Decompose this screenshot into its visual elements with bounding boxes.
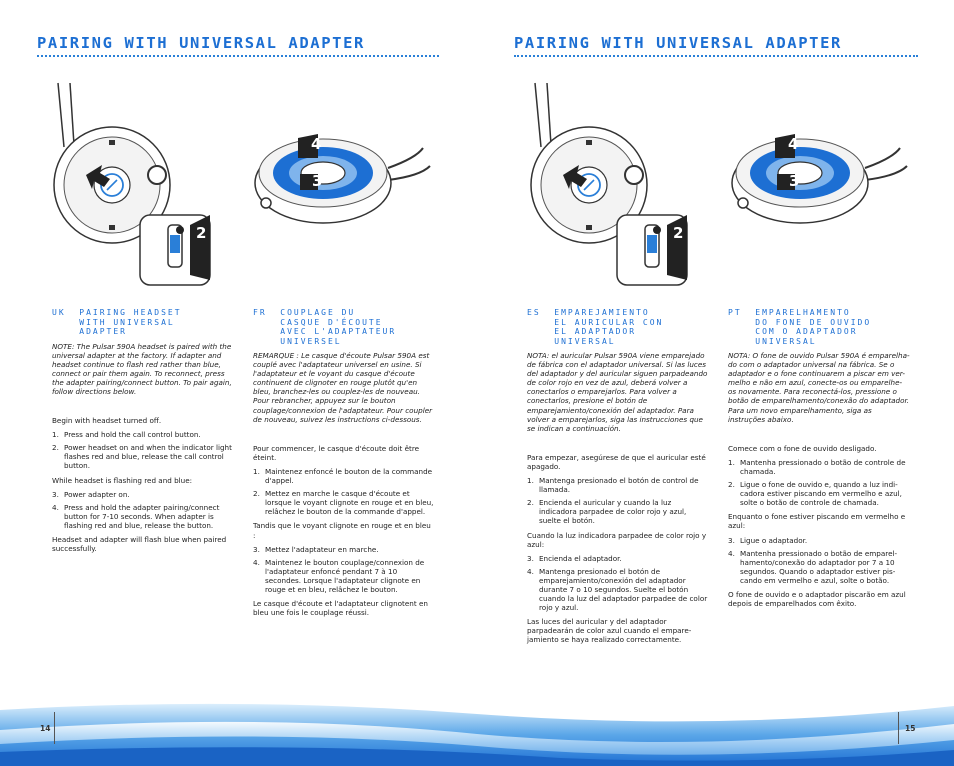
list-item: 1. Mantenha pressionado o botão de controle de chamada. <box>728 457 906 476</box>
section-outro: Las luces del auricular y del adaptador parpadearán de color azul cuando el empare-jamiento se haya realizado correctamente. <box>527 617 692 645</box>
steps-list <box>527 554 709 613</box>
list-item: 4. Mantenga presionado el botón de emparejamiento/conexión del adaptador durante 7 o 10 segundos. Suelte el botón cuando la luz del adaptador parpadee de color rojo y azul. <box>527 566 708 613</box>
list-item: 4. Maintenez le bouton couplage/connexion de l'adaptateur enfoncé pendant 7 à 10 secondes. Lorsque l'adaptateur clignote en rouge et en bleu, relâchez le bouton. <box>253 557 425 594</box>
title-divider <box>514 55 918 57</box>
page-title: PAIRING WITH UNIVERSAL ADAPTER <box>37 34 365 52</box>
adapter-figure <box>725 128 915 228</box>
section-note: REMARQUE : Le casque d'écoute Pulsar 590A est couplé avec l'adaptateur universel en usine. Si l'adaptateur et le voyant du casque d'écoute continuent de clignoter en rouge plutôt qu'en bleu, branchez-les ou couplez-les de nouveau. Pour rebrancher, appuyez sur le bouton couplage/connexion de l'adaptateur. Pour coupler de nouveau, suivez les instructions ci-dessous. <box>253 351 433 424</box>
pt-section <box>728 308 910 613</box>
step-3-label: 3 <box>312 172 323 190</box>
page-number: 14 <box>40 724 51 733</box>
list-item: 3. Mettez l'adaptateur en marche. <box>253 544 379 554</box>
page-number-divider <box>54 712 55 744</box>
steps-list <box>728 458 910 507</box>
section-mid: Enquanto o fone estiver piscando em vermelho e azul: <box>728 512 906 531</box>
section-mid: Tandis que le voyant clignote en rouge et en bleu : <box>253 521 431 540</box>
step-4-label: 4 <box>788 135 799 153</box>
step-4-label: 4 <box>311 135 322 153</box>
section-note: NOTA: O fone de ouvido Pulsar 590A é emparelha-do com o adaptador universal na fábrica. Se o adaptador e o fone continuarem a piscar em ver-melho e não em azul, conecte-os ou emparelhe-os novamente. Para reconectá-los, pressione o botão de emparelhamento/conexão do adaptador. Para um novo emparelhamento, siga as instruções abaixo. <box>728 351 910 424</box>
section-intro: Para empezar, asegúrese de que el auricular esté apagado. <box>527 452 706 471</box>
section-mid: Cuando la luz indicadora parpadee de color rojo y azul: <box>527 530 707 549</box>
step-3-label: 3 <box>789 172 800 190</box>
steps-list <box>728 536 910 585</box>
list-item: 2. Ligue o fone de ouvido e, quando a luz indi-cadora estiver piscando em vermelho e azul, solte o botão de controle de chamada. <box>728 480 902 508</box>
es-section <box>527 308 709 650</box>
headset-figure <box>50 75 222 290</box>
section-title: UK PAIRING HEADSET WITH UNIVERSAL ADAPTER <box>52 308 182 336</box>
list-item: 3. Power adapter on. <box>52 489 130 499</box>
footer-wave <box>0 700 954 766</box>
list-item: 1. Maintenez enfoncé le bouton de la commande d'appel. <box>253 466 433 486</box>
list-item: 3. Ligue o adaptador. <box>728 535 808 545</box>
uk-section <box>52 308 234 558</box>
list-item: 2. Encienda el auricular y cuando la luz indicadora parpadee de color rojo y azul, suelte el botón. <box>527 498 687 526</box>
list-item: 3. Encienda el adaptador. <box>527 553 622 563</box>
section-note: NOTA: el auricular Pulsar 590A viene emparejado de fábrica con el adaptador universal. Si las luces del adaptador y del auricular siguen parpadeando de color rojo en vez de azul, deberá volver a conectarlos o emparejarlos. Para volver a conectarlos, presione el botón de emparejamiento/conexión del adaptador. Para volver a emparejarlos, siga las instrucciones que se indican a continuación. <box>527 351 708 433</box>
list-item: 2. Power headset on and when the indicator light flashes red and blue, release the call control button. <box>52 443 232 471</box>
list-item: 4. Press and hold the adapter pairing/connect button for 7-10 seconds. When adapter is flashing red and blue, release the button. <box>52 502 220 530</box>
fr-section <box>253 308 435 622</box>
steps-list <box>527 476 709 525</box>
step-2-label: 2 <box>196 224 207 242</box>
section-note: NOTE: The Pulsar 590A headset is paired with the universal adapter at the factory. If adapter and headset continue to flash red rather than blue, connect or pair them again. To reconnect, press the adapter pairing/connect button. To pair again, follow directions below. <box>52 341 232 396</box>
steps-list <box>253 545 435 594</box>
list-item: 1. Press and hold the call control button. <box>52 430 201 440</box>
section-outro: Headset and adapter will flash blue when paired successfully. <box>52 535 227 554</box>
section-title: ES EMPAREJAMIENTO EL AURICULAR CON EL ADAPTADOR UNIVERSAL <box>527 308 664 346</box>
section-title: FR COUPLAGE DU CASQUE D'ÉCOUTE AVEC L'ADAPTATEUR UNIVERSEL <box>253 308 397 346</box>
step-2-label: 2 <box>673 224 684 242</box>
steps-list <box>52 430 234 470</box>
title-divider <box>37 55 439 57</box>
right-page <box>477 0 954 766</box>
list-item: 4. Mantenha pressionado o botão de emparel-hamento/conexão do adaptador por 7 a 10 segundos. Quando o adaptador estiver pis-cando em vermelho e azul, solte o botão. <box>728 548 898 585</box>
list-item: 1. Mantenga presionado el botón de control de llamada. <box>527 476 699 495</box>
section-intro: Pour commencer, le casque d'écoute doit être éteint. <box>253 443 420 462</box>
section-mid: While headset is flashing red and blue: <box>52 475 193 485</box>
page-title: PAIRING WITH UNIVERSAL ADAPTER <box>514 34 842 52</box>
steps-list <box>253 467 435 516</box>
page-number: 15 <box>905 724 916 733</box>
section-intro: Comece com o fone de ouvido desligado. <box>728 443 877 453</box>
list-item: 2. Mettez en marche le casque d'écoute et lorsque le voyant clignote en rouge et en bleu, relâchez le bouton de la commande d'appel. <box>253 489 434 517</box>
adapter-figure <box>248 128 438 228</box>
section-title: PT EMPARELHAMENTO DO FONE DE OUVIDO COM O ADAPTADOR UNIVERSAL <box>728 308 872 346</box>
section-outro: Le casque d'écoute et l'adaptateur clignotent en bleu une fois le couplage réussi. <box>253 599 428 618</box>
section-intro: Begin with headset turned off. <box>52 416 162 426</box>
page-number-divider <box>898 712 899 744</box>
headset-figure <box>527 75 699 290</box>
section-outro: O fone de ouvido e o adaptador piscarão em azul depois de emparelhados com êxito. <box>728 589 906 609</box>
steps-list <box>52 490 234 530</box>
